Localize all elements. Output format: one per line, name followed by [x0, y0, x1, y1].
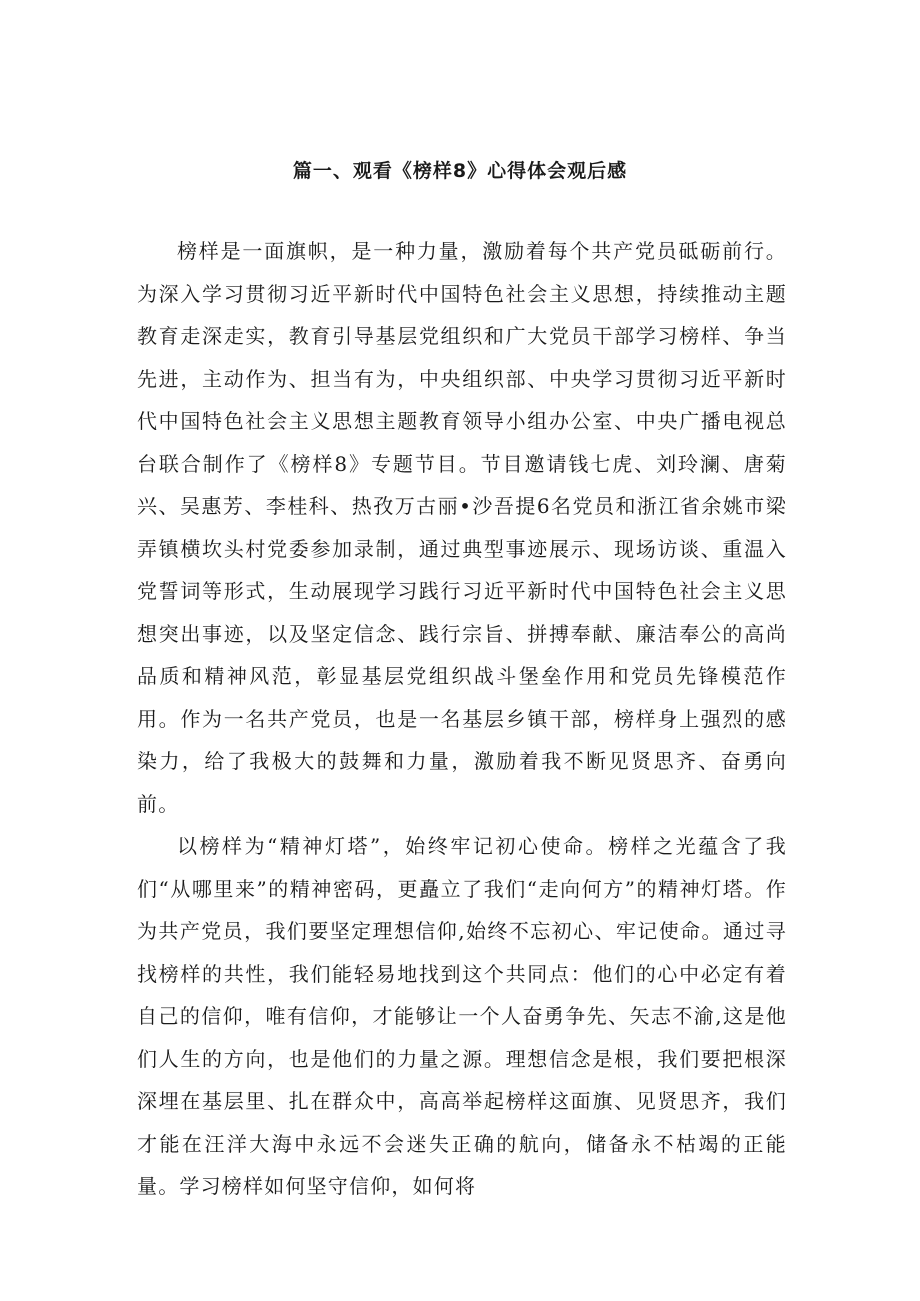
paragraph-1: 榜样是一面旗帜，是一种力量，激励着每个共产党员砥砺前行。为深入学习贯彻习近平新时代中国特色社会主义思想，持续推动主题教育走深走实，教育引导基层党组织和广大党员干部学习榜样、争当先进，主动作为、担当有为，中央组织部、中央学习贯彻习近平新时代中国特色社会主义思想主题教育领导小组办公室、中央广播电视总台联合制作了《榜样8》专题节目。节目邀请钱七虎、刘玲澜、唐菊兴、吴惠芳、李桂科、热孜万古丽•沙吾提6名党员和浙江省余姚市梁弄镇横坎头村党委参加录制，通过典型事迹展示、现场访谈、重温入党誓词等形式，生动展现学习践行习近平新时代中国特色社会主义思想突出事迹，以及坚定信念、践行宗旨、拼搏奉献、廉洁奉公的高尚品质和精神风范，彰显基层党组织战斗堡垒作用和党员先锋模范作用。作为一名共产党员，也是一名基层乡镇干部，榜样身上强烈的感染力，给了我极大的鼓舞和力量，激励着我不断见贤思齐、奋勇向前。	[137, 239, 787, 816]
document-body	[137, 230, 787, 1208]
paragraph-2: 以榜样为“精神灯塔”，始终牢记初心使命。榜样之光蕴含了我们“从哪里来”的精神密码，更矗立了我们“走向何方”的精神灯塔。作为共产党员，我们要坚定理想信仰,始终不忘初心、牢记使命。通过寻找榜样的共性，我们能轻易地找到这个共同点：他们的心中必定有着自己的信仰，唯有信仰，才能够让一个人奋勇争先、矢志不渝,这是他们人生的方向，也是他们的力量之源。理想信念是根，我们要把根深深埋在基层里、扎在群众中，高高举起榜样这面旗、见贤思齐，我们才能在汪洋大海中永远不会迷失正确的航向，储备永不枯竭的正能量。学习榜样如何坚守信仰，如何将	[137, 834, 787, 1198]
document-title: 篇一、观看《榜样8》心得体会观后感	[292, 160, 628, 182]
